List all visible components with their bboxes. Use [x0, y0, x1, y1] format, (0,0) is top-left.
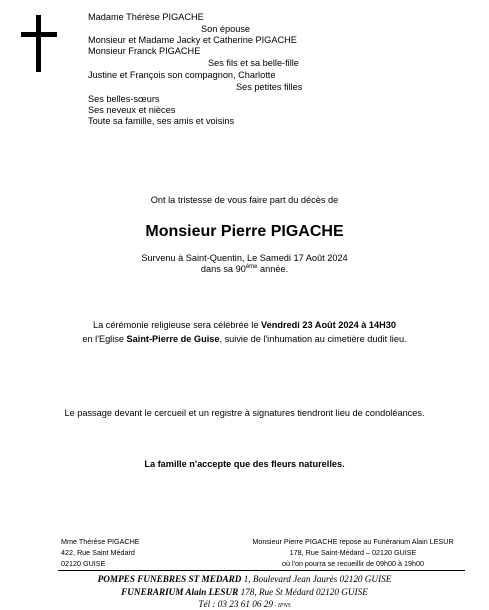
flowers-notice: La famille n'accepte que des fleurs naturelles.: [144, 459, 345, 469]
ceremony-intro: La cérémonie religieuse sera célébrée le: [92, 320, 262, 330]
footer-phone: Tél : 03 23 61 06 29: [198, 599, 273, 609]
family-role: Son épouse: [201, 24, 251, 34]
family-line: Monsieur et Madame Jacky et Catherine PIGACHE: [88, 35, 297, 45]
family-role: Ses fils et sa belle-fille: [208, 58, 299, 68]
family-line: Ses belles-sœurs: [88, 94, 160, 104]
address-left-city: 02120 GUISE: [61, 559, 106, 568]
address-left-name: Mme Thérèse PIGACHE: [61, 537, 140, 546]
family-line: Monsieur Franck PIGACHE: [88, 46, 201, 56]
age-prefix: dans sa 90: [200, 264, 246, 274]
age-superscript: ème: [245, 263, 258, 270]
address-right-hours: où l'on pourra se recueillir de 09h00 à 19h00: [281, 559, 425, 568]
footer-line-1: [0, 574, 489, 584]
age-suffix: année.: [257, 264, 289, 274]
footer-funerarium-address: 178, Rue St Médard 02120 GUISE: [238, 587, 368, 597]
address-left-street: 422, Rue Saint Médard: [61, 548, 135, 557]
family-line: Ses neveux et nièces: [88, 105, 176, 115]
deceased-name: Monsieur Pierre PIGACHE: [145, 223, 344, 240]
death-place-date: Survenu à Saint-Quentin, Le Samedi 17 Août 2024: [141, 253, 348, 263]
ceremony-burial: , suivie de l'inhumation au cimetière dudit lieu.: [219, 334, 407, 344]
ceremony-line-1: [0, 320, 489, 331]
ceremony-church: Saint-Pierre de Guise: [126, 334, 220, 344]
ceremony-datetime: Vendredi 23 Août 2024 à 14H30: [261, 320, 397, 330]
family-line: Toute sa famille, ses amis et voisins: [88, 116, 235, 126]
footer-line-3: [0, 599, 489, 609]
footer-company: POMPES FUNEBRES ST MEDARD: [97, 574, 242, 584]
cross-horizontal-bar: [21, 32, 57, 37]
footer-company-address: 1, Boulevard Jean Jaurès 02120 GUISE: [241, 574, 392, 584]
ceremony-place-intro: en l'Eglise: [82, 334, 127, 344]
age-line: [0, 264, 489, 275]
footer-funerarium: FUNERARIUM Alain LESUR: [121, 587, 239, 597]
address-right-rest-notice: Monsieur Pierre PIGACHE repose au Funérarium Alain LESUR: [252, 537, 454, 546]
announcement-text: Ont la tristesse de vous faire part du décès de: [150, 195, 339, 205]
footer-line-2: [0, 587, 489, 597]
footer-divider: [58, 570, 465, 571]
footer-ipns: - IPNS: [272, 603, 291, 609]
family-line: Madame Thérèse PIGACHE: [88, 12, 204, 22]
ceremony-line-2: [0, 334, 489, 345]
family-role: Ses petites filles: [236, 82, 303, 92]
family-line: Justine et François son compagnon, Charlotte: [88, 70, 276, 80]
cross-vertical-bar: [36, 15, 41, 72]
address-right-street: 178, Rue Saint-Médard – 02120 GUISE: [289, 548, 417, 557]
condolences-text: Le passage devant le cercueil et un registre à signatures tiendront lieu de condoléances.: [64, 408, 425, 418]
